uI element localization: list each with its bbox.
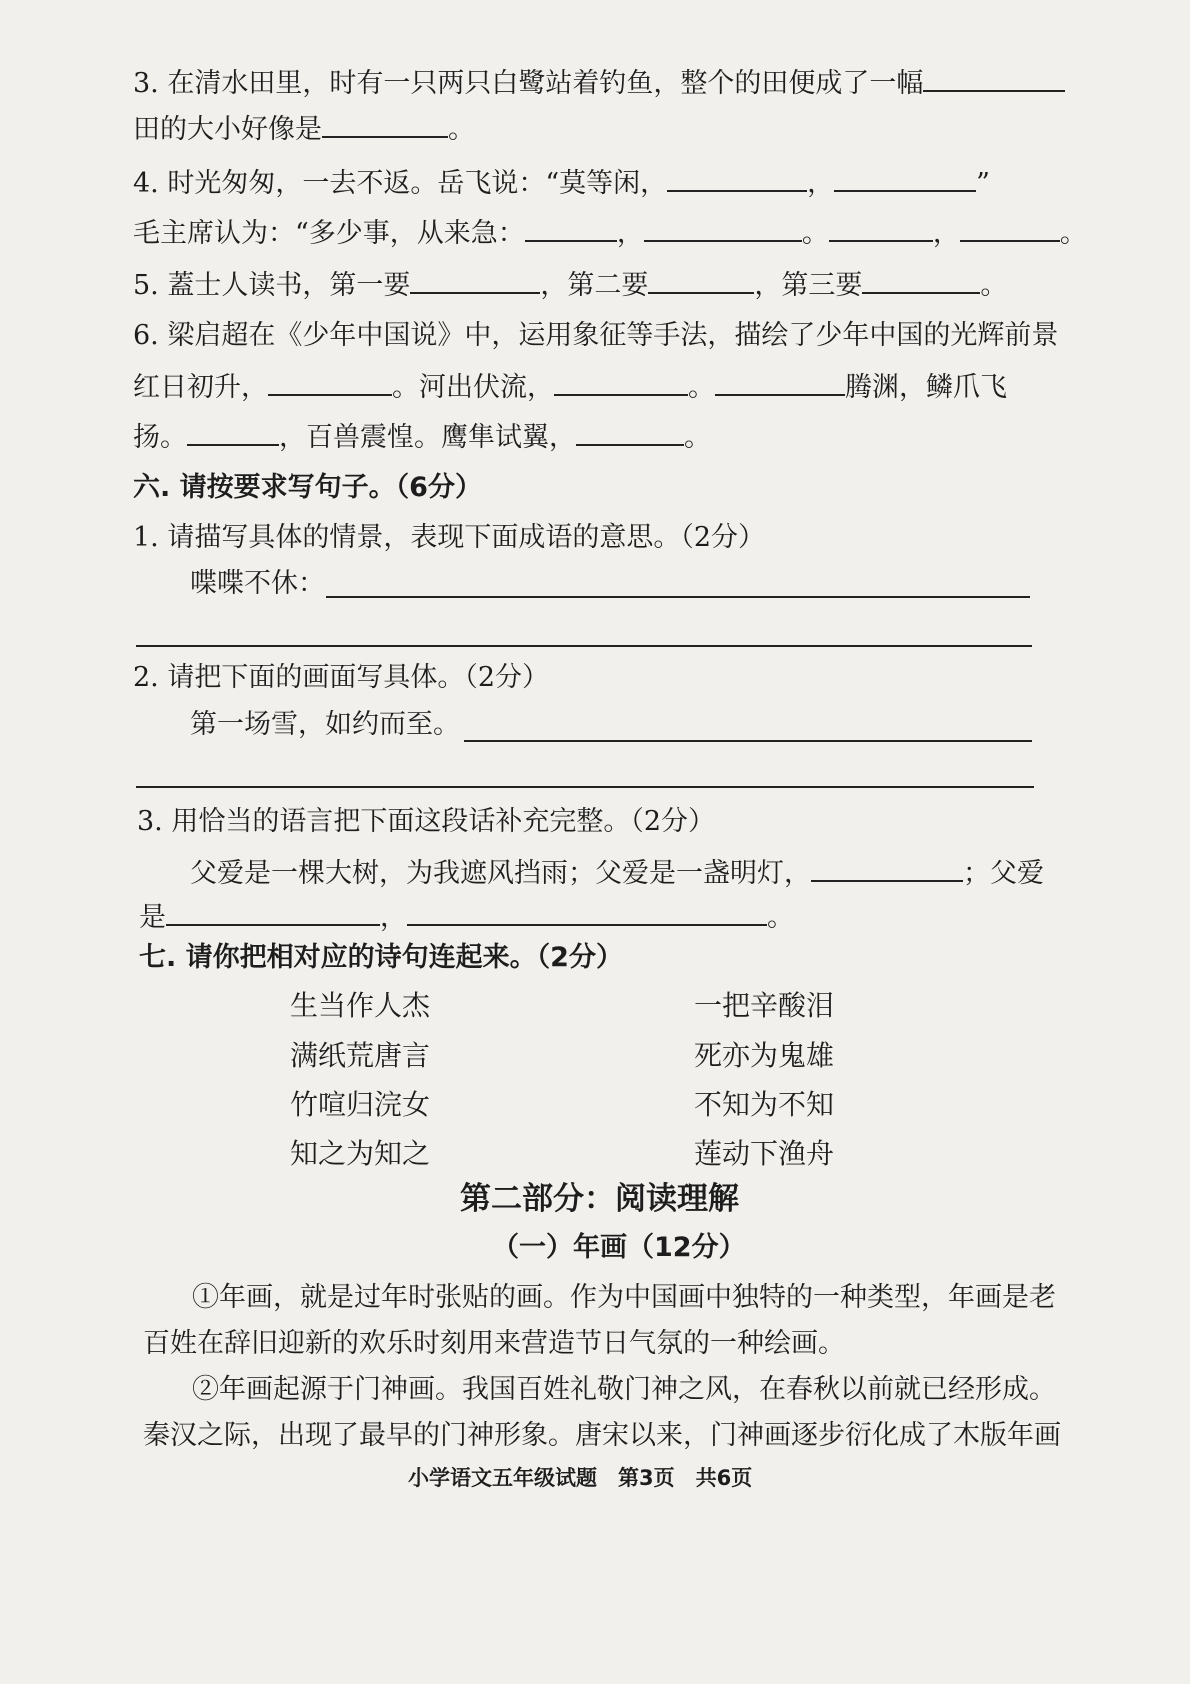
answer-blank[interactable] (667, 164, 807, 192)
answer-blank[interactable] (187, 418, 279, 446)
question-5-6-cont: 红日初升， 。河出伏流， 。 腾渊，鳞爪飞 (133, 368, 1007, 406)
answer-blank[interactable] (410, 266, 540, 294)
poem-right-1[interactable]: 一把辛酸泪 (694, 989, 835, 1022)
paragraph-2-line-1: ②年画起源于门神画。我国百姓礼敬门神之风，在春秋以前就已经形成。 (192, 1374, 1056, 1405)
answer-line[interactable] (464, 740, 1032, 742)
question-6-1: 1. 请描写具体的情景，表现下面成语的意思。（2分） (133, 522, 766, 553)
part-2-subtitle: （一）年画（12分） (492, 1232, 746, 1263)
answer-blank[interactable] (834, 164, 976, 192)
question-5-3: 3. 在清水田里，时有一只两只白鹭站着钓鱼，整个的田便成了一幅 (133, 64, 1065, 102)
answer-line[interactable] (136, 786, 1034, 788)
answer-blank[interactable] (554, 368, 688, 396)
question-6-1-prompt: 喋喋不休： (190, 568, 325, 599)
part-2-title: 第二部分：阅读理解 (460, 1181, 739, 1217)
question-5-5: 5. 蓋士人读书，第一要 ，第二要 ，第三要 。 (133, 266, 1007, 304)
paragraph-1-line-2: 百姓在辞旧迎新的欢乐时刻用来营造节日气氛的一种绘画。 (143, 1328, 845, 1359)
question-5-6-cont2: 扬。 ，百兽震惶。鹰隼试翼， 。 (133, 418, 711, 456)
poem-left-1[interactable]: 生当作人杰 (290, 989, 431, 1022)
section-6-title: 六. 请按要求写句子。（6分） (133, 472, 482, 503)
poem-left-3[interactable]: 竹喧归浣女 (290, 1088, 431, 1121)
answer-blank[interactable] (525, 214, 617, 242)
question-6-2-prompt: 第一场雪，如约而至。 (190, 709, 460, 740)
answer-blank[interactable] (576, 418, 684, 446)
question-6-3-cont: 是 ， 。 (139, 898, 794, 936)
answer-blank[interactable] (268, 368, 392, 396)
question-5-4: 4. 时光匆匆，一去不返。岳飞说：“莫等闲， ， ” (133, 164, 990, 202)
question-6-3-text: 父爱是一棵大树，为我遮风挡雨；父爱是一盏明灯， ；父爱 (190, 854, 1044, 892)
answer-line[interactable] (136, 645, 1032, 647)
poem-right-3[interactable]: 不知为不知 (694, 1088, 835, 1121)
answer-line[interactable] (326, 596, 1030, 598)
poem-left-2[interactable]: 满纸荒唐言 (290, 1039, 431, 1072)
page-footer: 小学语文五年级试题 第3页 共6页 (408, 1466, 753, 1490)
answer-blank[interactable] (862, 266, 980, 294)
question-5-4-cont: 毛主席认为：“多少事，从来急： ， 。 ， 。 (133, 214, 1087, 252)
answer-blank[interactable] (811, 854, 963, 882)
section-7-title: 七. 请你把相对应的诗句连起来。（2分） (139, 942, 623, 973)
paragraph-1-line-1: ①年画，就是过年时张贴的画。作为中国画中独特的一种类型，年画是老 (192, 1282, 1056, 1313)
question-5-6: 6. 梁启超在《少年中国说》中，运用象征等手法，描绘了少年中国的光辉前景 (133, 320, 1059, 351)
answer-blank[interactable] (648, 266, 754, 294)
question-6-3: 3. 用恰当的语言把下面这段话补充完整。（2分） (137, 806, 716, 837)
answer-blank[interactable] (166, 898, 380, 926)
poem-right-2[interactable]: 死亦为鬼雄 (694, 1039, 835, 1072)
answer-blank[interactable] (644, 214, 802, 242)
question-5-3-cont: 田的大小好像是 。 (133, 110, 475, 148)
answer-blank[interactable] (715, 368, 845, 396)
poem-left-4[interactable]: 知之为知之 (290, 1137, 431, 1170)
answer-blank[interactable] (407, 898, 767, 926)
answer-blank[interactable] (923, 64, 1065, 92)
answer-blank[interactable] (322, 110, 448, 138)
question-6-2: 2. 请把下面的画面写具体。（2分） (133, 662, 550, 693)
answer-blank[interactable] (829, 214, 933, 242)
answer-blank[interactable] (960, 214, 1060, 242)
paragraph-2-line-2: 秦汉之际，出现了最早的门神形象。唐宋以来，门神画逐步衍化成了木版年画 (143, 1420, 1061, 1451)
poem-right-4[interactable]: 莲动下渔舟 (694, 1137, 835, 1170)
